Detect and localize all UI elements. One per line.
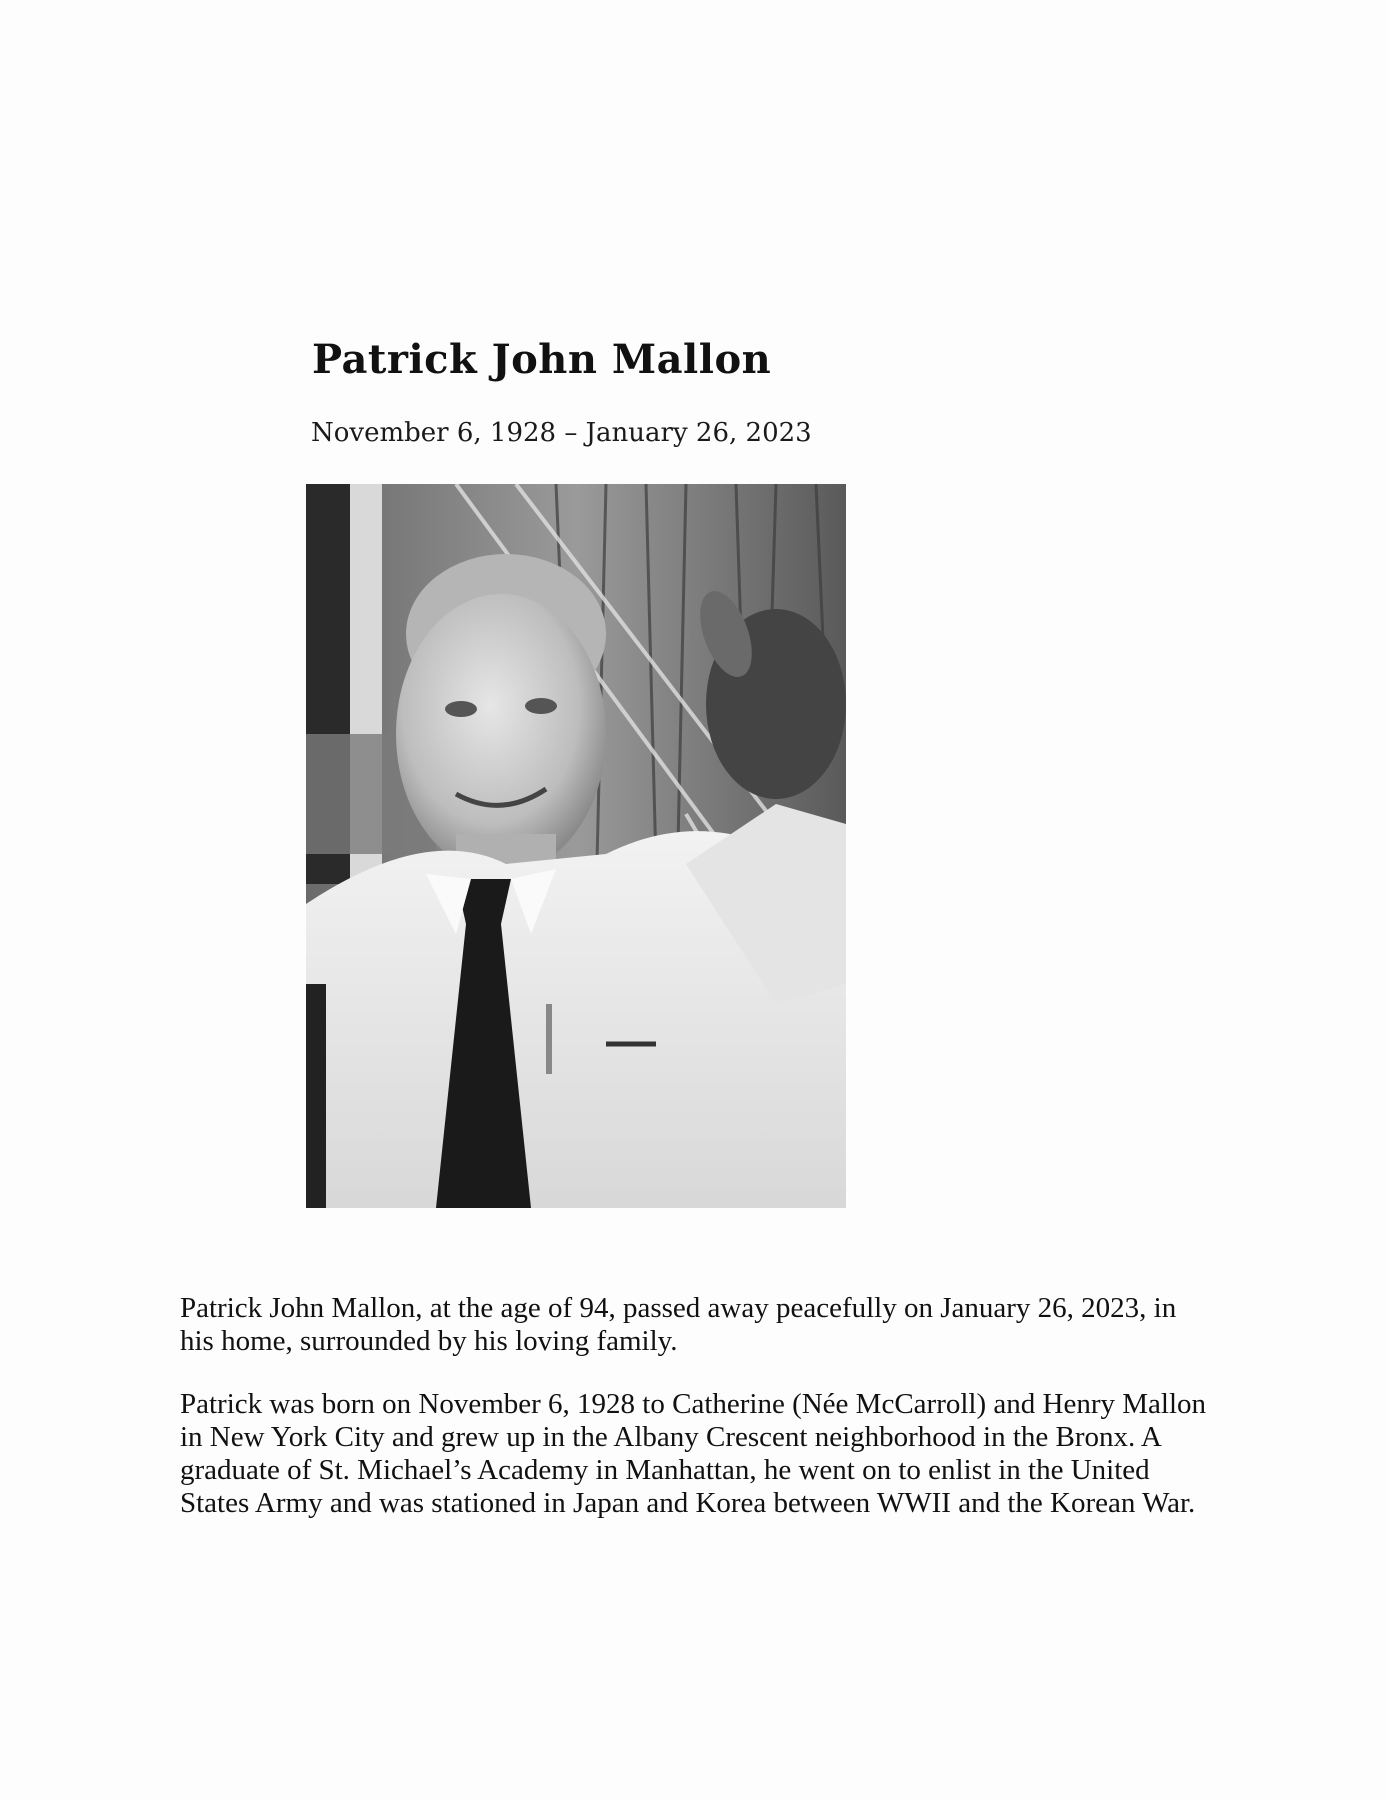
portrait-photo bbox=[306, 484, 846, 1208]
obituary-paragraph-2: Patrick was born on November 6, 1928 to Catherine (Née McCarroll) and Henry Mallon in New York City and grew up in the Albany Crescent neighborhood in the Bronx. A graduate of St. Michael’s Academy in Manhattan, he went on to enlist in the United States Army and was stationed in Japan and Korea between WWII and the Korean War. bbox=[180, 1388, 1207, 1519]
life-dates: November 6, 1928 – January 26, 2023 bbox=[311, 418, 812, 448]
page-title: Patrick John Mallon bbox=[312, 336, 772, 383]
obituary-paragraph-1: Patrick John Mallon, at the age of 94, passed away peacefully on January 26, 2023, in his home, surrounded by his loving family. bbox=[180, 1292, 1177, 1357]
